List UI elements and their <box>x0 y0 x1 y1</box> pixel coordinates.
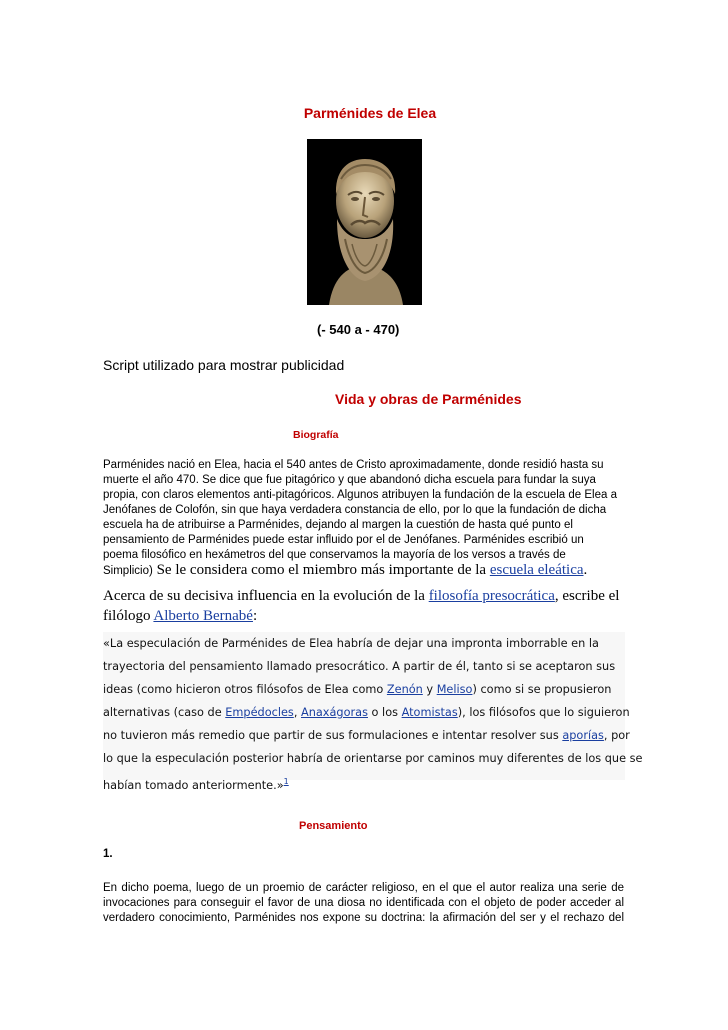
influence-text: , escribe el <box>554 588 620 604</box>
bio-line: muerte el año 470. Se dice que fue pitagórico y que abandonó dicha escuela para fundar la suya <box>103 474 596 486</box>
poem-paragraph <box>103 881 624 926</box>
link-anaxagoras[interactable]: Anaxágoras <box>301 706 368 719</box>
quote-text: habían tomado anteriormente.» <box>103 778 284 792</box>
quote-line <box>103 770 625 797</box>
quote-line: lo que la especulación posterior habría de orientarse por caminos muy diferentes de los que se <box>103 752 643 765</box>
quote-text: no tuvieron más remedio que partir de sus formulaciones e intentar resolver sus <box>103 729 563 742</box>
influence-line <box>103 606 643 626</box>
link-zenon[interactable]: Zenón <box>386 683 423 696</box>
quote-line: «La especulación de Parménides de Elea habría de dejar una impronta imborrable en la <box>103 637 599 650</box>
script-text: Script utilizado para mostrar publicidad <box>103 357 345 373</box>
bio-serif-text: Se le considera como el miembro más importante de la <box>152 562 490 578</box>
quote-text: ), los filósofos que lo siguieron <box>457 706 630 719</box>
influence-text: Acerca de su decisiva influencia en la evolución de la <box>103 588 429 604</box>
bio-line: Jenófanes de Colofón, sin que haya verdadera constancia de ello, por lo que la fundación de dicha <box>103 504 607 516</box>
quote-text: ) como si se propusieron <box>472 683 612 696</box>
bust-portrait-icon <box>307 139 422 305</box>
quote-line: trayectoria del pensamiento llamado presocrático. A partir de él, tanto si se aceptaron sus <box>103 660 616 673</box>
link-escuela-eleatica[interactable]: escuela eleática <box>489 562 584 578</box>
influence-text: : <box>252 608 258 624</box>
link-aporias[interactable]: aporías <box>562 729 604 742</box>
portrait-image <box>307 139 422 305</box>
bio-line: poema filosófico en hexámetros del que conservamos la mayoría de los versos a través de <box>103 549 566 561</box>
dates-line: (- 540 a - 470) <box>317 322 400 337</box>
biography-heading: Biografía <box>293 429 339 441</box>
bio-line: Parménides nació en Elea, hacia el 540 antes de Cristo aproximadamente, donde residió hasta su <box>103 459 604 471</box>
link-filosofia-presocratica[interactable]: filosofía presocrática <box>428 588 555 604</box>
quote-text: , por <box>603 729 630 742</box>
page-title: Parménides de Elea <box>303 105 437 121</box>
poem-line: verdadero conocimiento, Parménides nos expone su doctrina: la afirmación del ser y el rechazo del <box>103 912 624 924</box>
pensamiento-heading: Pensamiento <box>299 820 368 832</box>
influence-line <box>103 586 643 606</box>
bio-line: propia, con claros elementos anti-pitagóricos. Algunos atribuyen la fundación de la escuela de Elea a <box>103 489 617 501</box>
biography-paragraph <box>103 458 633 579</box>
bio-line: escuela ha de atribuirse a Parménides, dejando al margen la cuestión de hasta qué punto el <box>103 519 573 531</box>
link-alberto-bernabe[interactable]: Alberto Bernabé <box>153 608 253 624</box>
footnote-link[interactable]: 1 <box>283 777 289 786</box>
quote-line <box>103 724 630 747</box>
bio-period: . <box>583 562 588 578</box>
poem-line: En dicho poema, luego de un proemio de carácter religioso, en el que el autor realiza una serie de <box>103 882 624 894</box>
quote-line <box>103 678 625 701</box>
bio-last-line <box>103 563 633 579</box>
influence-text: filólogo <box>103 608 154 624</box>
quote-text: o los <box>367 706 402 719</box>
quote-text: , <box>293 706 301 719</box>
numbered-marker: 1. <box>103 848 113 860</box>
quote-block <box>103 632 643 792</box>
bio-simplicio: Simplicio) <box>103 565 153 577</box>
bio-line: pensamiento de Parménides puede estar influido por el de Jenófanes. Parménides escribió un <box>103 534 584 546</box>
link-empedocles[interactable]: Empédocles <box>225 706 294 719</box>
quote-text: alternativas (caso de <box>103 706 226 719</box>
link-atomistas[interactable]: Atomistas <box>401 706 458 719</box>
influence-paragraph <box>103 586 643 626</box>
quote-text: ideas (como hicieron otros filósofos de Elea como <box>103 683 387 696</box>
poem-line: invocaciones para conseguir el favor de una diosa no identificada con el objeto de poder acceder al <box>103 897 624 909</box>
quote-text: y <box>422 683 437 696</box>
section-heading: Vida y obras de Parménides <box>335 391 522 407</box>
link-meliso[interactable]: Meliso <box>436 683 473 696</box>
quote-line <box>103 701 630 724</box>
